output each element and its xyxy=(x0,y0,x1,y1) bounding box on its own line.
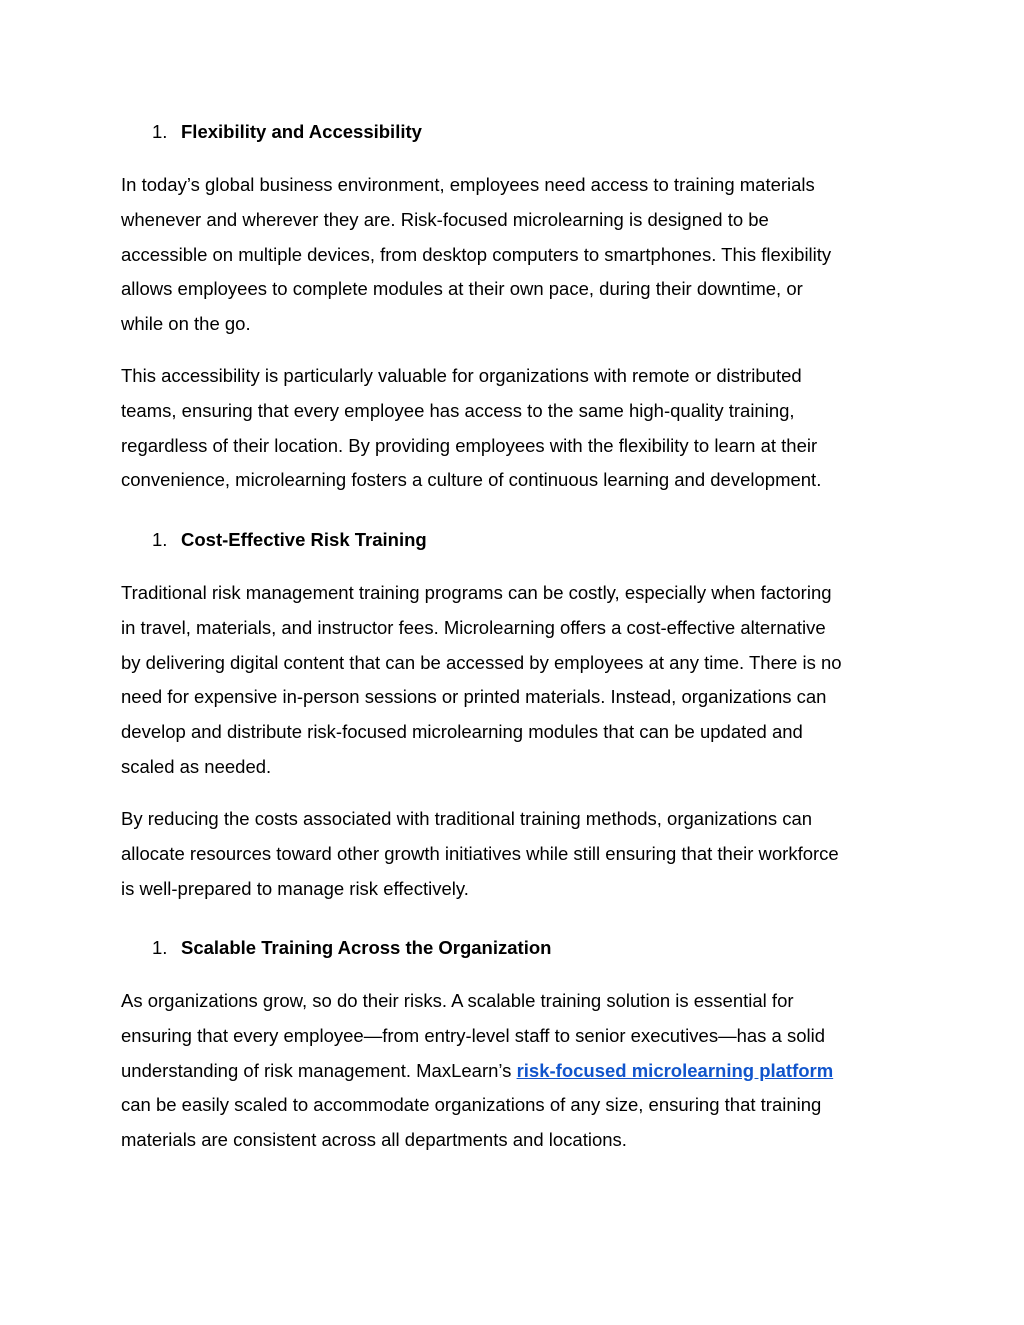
paragraph xyxy=(121,802,911,906)
text-line: need for expensive in-person sessions or printed materials. Instead, organizations can xyxy=(121,686,827,708)
text-line: This accessibility is particularly valuable for organizations with remote or distributed xyxy=(121,365,802,386)
text-line: while on the go. xyxy=(121,313,251,335)
text-line: scaled as needed. xyxy=(121,755,272,777)
text-line: allows employees to complete modules at their own pace, during their downtime, or xyxy=(121,278,803,300)
text-line: develop and distribute risk-focused microlearning modules that can be updated and xyxy=(121,721,803,743)
paragraph xyxy=(121,168,911,342)
text-line xyxy=(121,1054,911,1089)
text-line: regardless of their location. By providing employees with the flexibility to learn at their xyxy=(121,434,818,456)
paragraph xyxy=(121,984,911,1158)
text-line: In today’s global business environment, employees need access to training materials xyxy=(121,174,815,195)
text-line: ensuring that every employee—from entry-level staff to senior executives—has a solid xyxy=(121,1024,826,1046)
list-number: 1. xyxy=(152,937,168,958)
text-line: convenience, microlearning fosters a culture of continuous learning and development. xyxy=(121,469,822,491)
platform-link[interactable]: risk-focused microlearning platform xyxy=(516,1059,834,1081)
section-title: Flexibility and Accessibility xyxy=(181,121,422,142)
section-title: Cost-Effective Risk Training xyxy=(181,529,427,550)
text-line: materials are consistent across all departments and locations. xyxy=(121,1129,627,1151)
text-line: As organizations grow, so do their risks. A scalable training solution is essential for xyxy=(121,990,794,1011)
text-line: is well-prepared to manage risk effectively. xyxy=(121,877,469,899)
text-line: By reducing the costs associated with traditional training methods, organizations can xyxy=(121,808,813,829)
list-number: 1. xyxy=(152,121,168,142)
text-segment: understanding of risk management. MaxLearn’s xyxy=(121,1059,517,1081)
section-heading xyxy=(152,529,427,551)
text-line: can be easily scaled to accommodate organizations of any size, ensuring that training xyxy=(121,1094,822,1116)
paragraph xyxy=(121,576,911,785)
text-line: in travel, materials, and instructor fees. Microlearning offers a cost-effective alternative xyxy=(121,616,826,638)
section-heading xyxy=(152,121,422,143)
section-heading xyxy=(152,937,551,959)
text-line: accessible on multiple devices, from desktop computers to smartphones. This flexibility xyxy=(121,243,832,265)
list-number: 1. xyxy=(152,529,168,550)
text-line: teams, ensuring that every employee has access to the same high-quality training, xyxy=(121,399,795,421)
text-line: Traditional risk management training programs can be costly, especially when factoring xyxy=(121,582,832,603)
text-line: by delivering digital content that can be accessed by employees at any time. There is no xyxy=(121,651,842,673)
paragraph xyxy=(121,359,911,498)
section-title: Scalable Training Across the Organization xyxy=(181,937,552,958)
text-line: allocate resources toward other growth initiatives while still ensuring that their workforce xyxy=(121,842,839,864)
text-line: whenever and wherever they are. Risk-focused microlearning is designed to be xyxy=(121,208,769,230)
